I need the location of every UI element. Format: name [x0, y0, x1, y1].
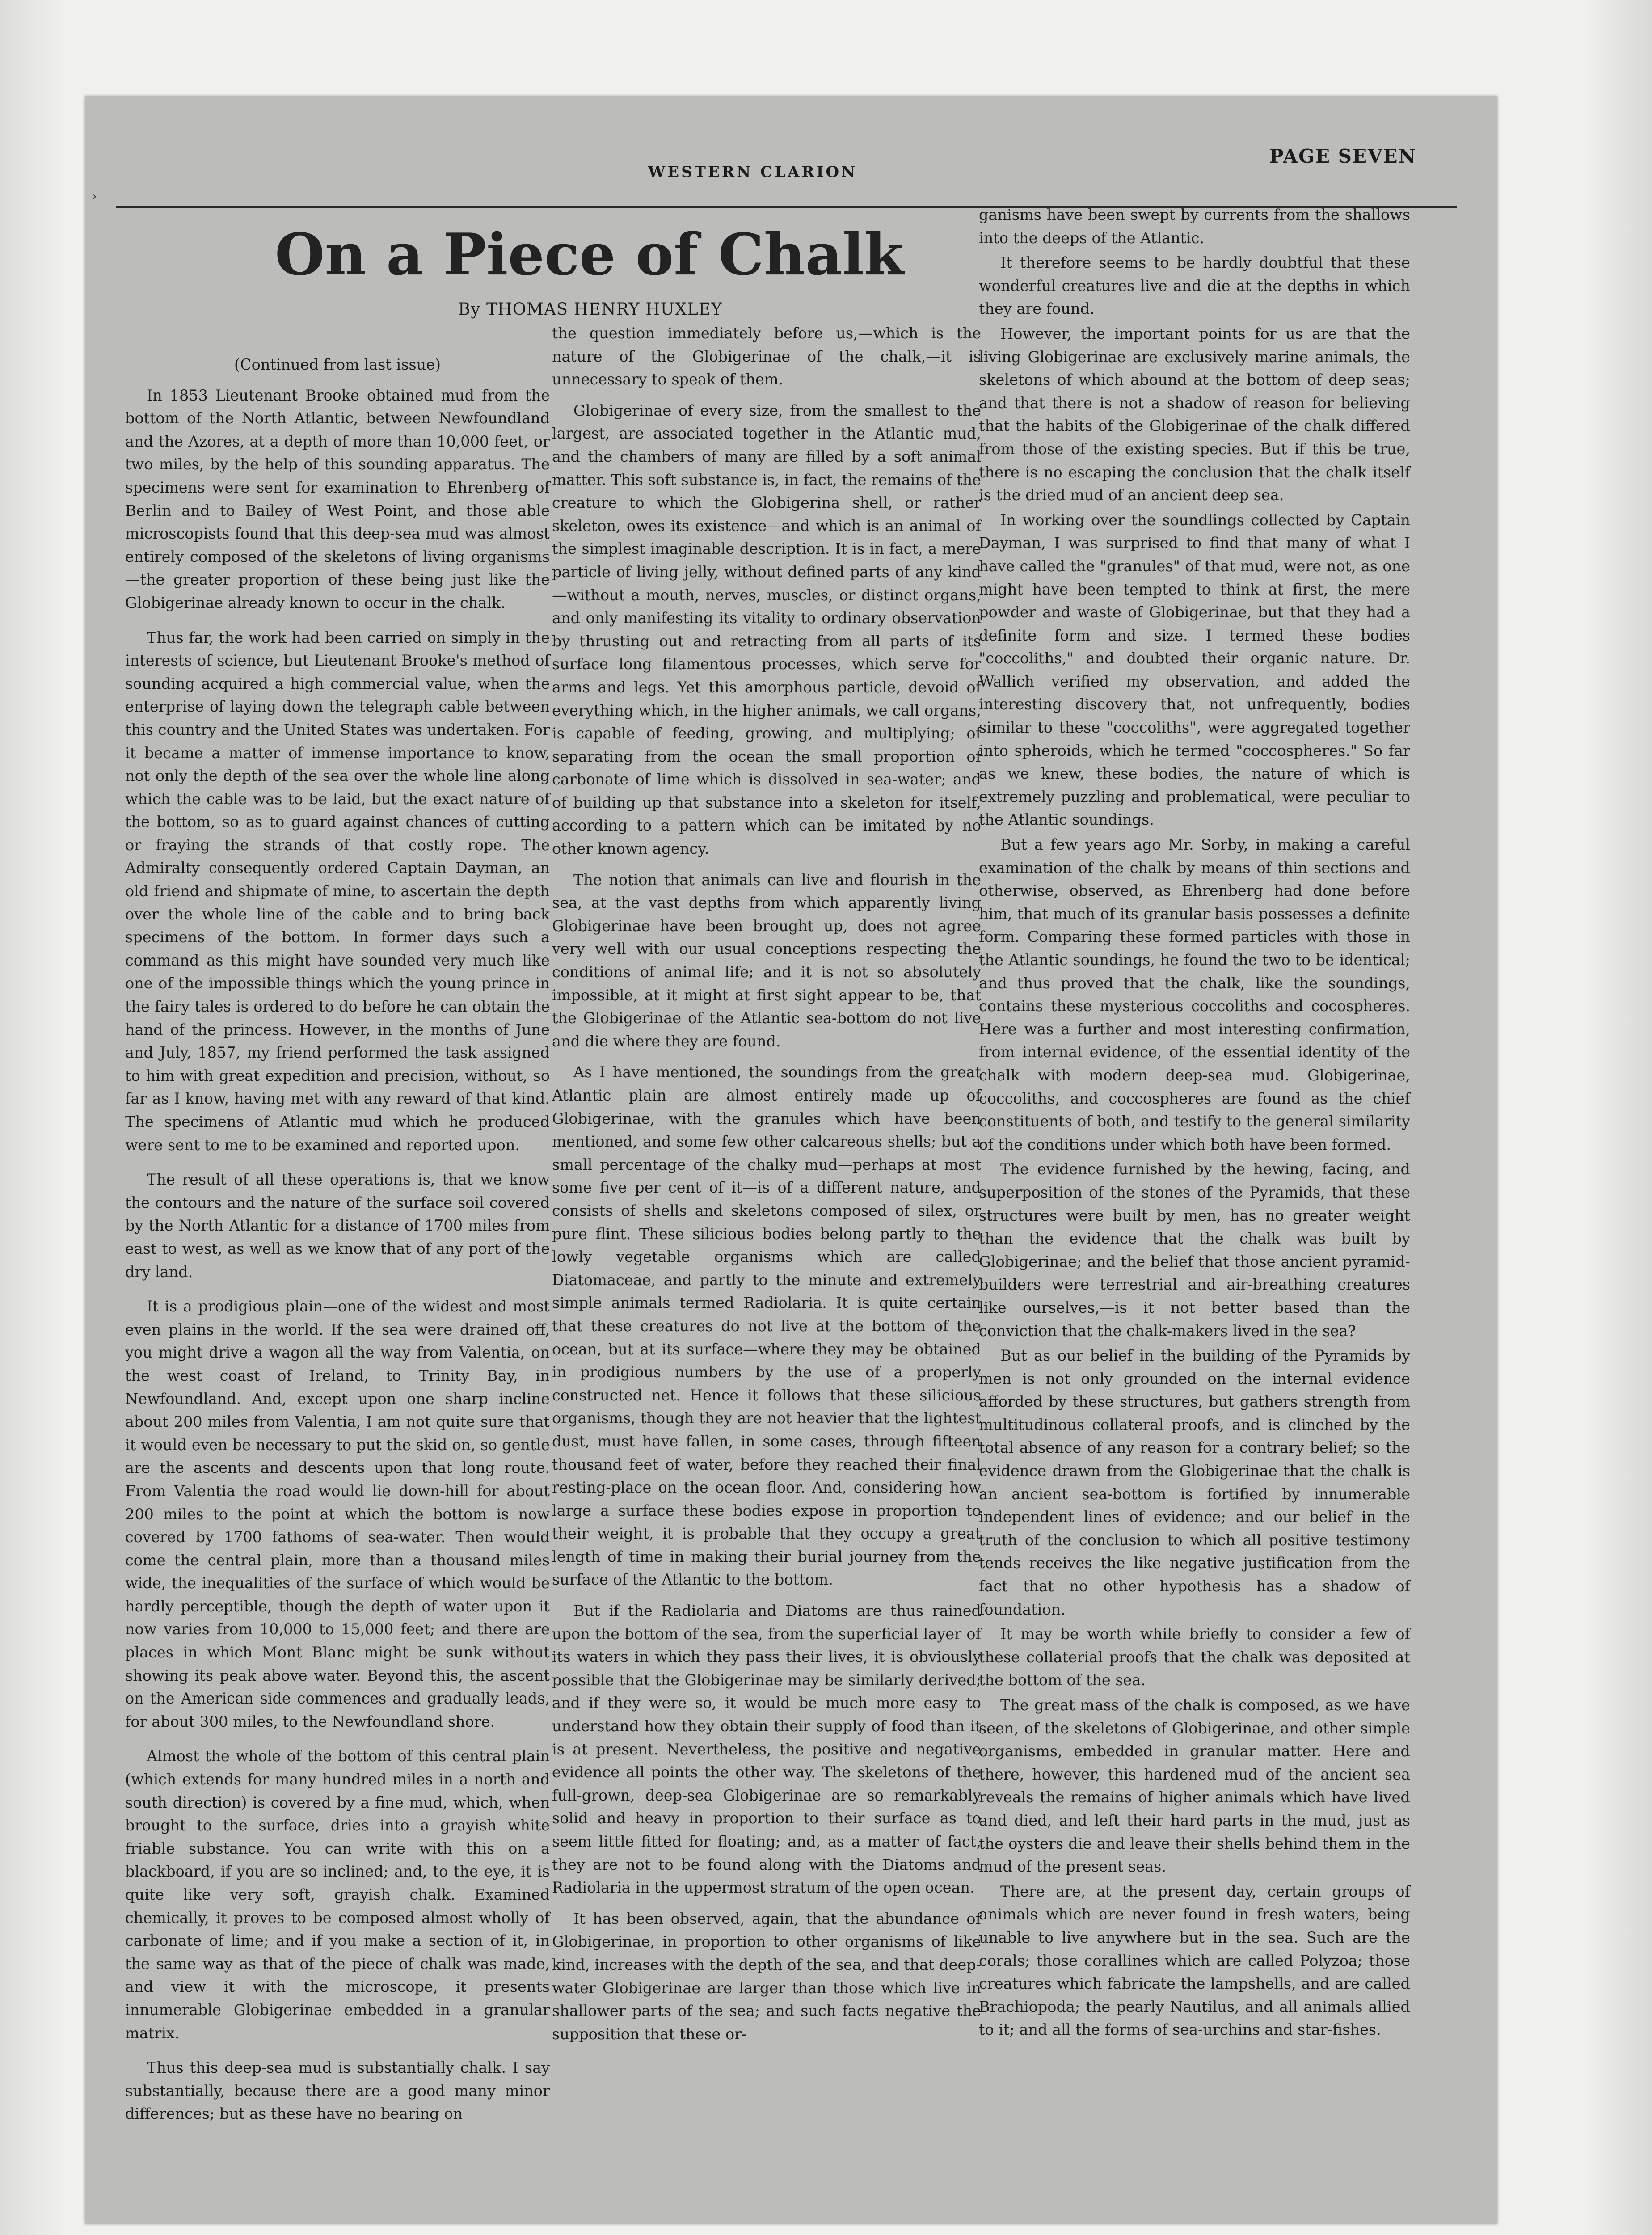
continued-note: (Continued from last issue) — [234, 356, 441, 373]
paragraph: It may be worth while briefly to consider a few of these collaterial proofs that the chalk was deposited at the bottom of the sea. — [979, 1625, 1410, 1689]
paragraph: In 1853 Lieutenant Brooke obtained mud from the bottom of the North Atlantic, between Newfoundland and the Azores, at a depth of more than 10,000 feet, or two miles, by the help of this sounding apparatus. The specimens were sent for examination to Ehrenberg of Berlin and to Bailey of West Point, and those able microscopists found that this deep-sea mud was almost entirely composed of the skeletons of living organisms—the greater proportion of these being just like the Globigerinae already known to occur in the chalk. — [125, 386, 550, 611]
paragraph: It therefore seems to be hardly doubtful that these wonderful creatures live and die at the depths in which they are found. — [979, 254, 1410, 318]
article-column-1 — [125, 353, 550, 2137]
paragraph: However, the important points for us are that the living Globigerinae are exclusively marine animals, the skeletons of which abound at the bottom of deep seas; and that there is not a shadow of reason for believing that the habits of the Globigerinae of the chalk differed from those of the existing species. But if this be true, there is no escaping the conclusion that the chalk itself is the dried mud of an ancient deep sea. — [979, 325, 1410, 504]
publication-name: WESTERN CLARION — [648, 163, 858, 181]
paragraph: The evidence furnished by the hewing, facing, and superposition of the stones of the Pyramids, that these structures were built by men, has no greater weight than the evidence that the chalk was built by Globigerinae; and the belief that those ancient pyramid-builders were terrestrial and air-breathing creatures like ourselves,—is it not better based than the conviction that the chalk-makers lived in the sea? — [979, 1160, 1410, 1340]
paragraph: Thus this deep-sea mud is substantially chalk. I say substantially, because there are a good many minor differences; but as these have no bearing on — [125, 2059, 550, 2123]
paragraph: Almost the whole of the bottom of this central plain (which extends for many hundred miles in a north and south direction) is covered by a fine mud, which, when brought to the surface, dries into a grayish white friable substance. You can write with this on a blackboard, if you are so inclined; and, to the eye, it is quite like very soft, grayish chalk. Examined chemically, it proves to be composed almost wholly of carbonate of lime; and if you make a section of it, in the same way as that of the piece of chalk was made, and view it with the microscope, it presents innumerable Globigerinae embedded in a granular matrix. — [125, 1747, 550, 2042]
article-byline: By THOMAS HENRY HUXLEY — [458, 299, 723, 319]
paragraph: ganisms have been swept by currents from the shallows into the deeps of the Atlantic. — [979, 206, 1410, 247]
paragraph: But a few years ago Mr. Sorby, in making a careful examination of the chalk by means of thin sections and otherwise, observed, as Ehrenberg had done before him, that much of its granular basis possesses a definite form. Comparing these formed particles with those in the Atlantic soundings, he found the two to be identical; and thus proved that the chalk, like the soundings, contains these mysterious coccoliths and cocospheres. Here was a further and most interesting confirmation, from internal evidence, of the essential identity of the chalk with modern deep-sea mud. Globigerinae, coccoliths, and coccospheres are found as the chief constituents of both, and testify to the general similarity of the conditions under which both have been formed. — [979, 836, 1410, 1153]
paragraph: Thus far, the work had been carried on simply in the interests of science, but Lieutenant Brooke's method of sounding acquired a high commercial value, when the enterprise of laying down the telegraph cable between this country and the United States was undertaken. For it became a matter of immense importance to know, not only the depth of the sea over the whole line along which the cable was to be laid, but the exact nature of the bottom, so as to guard against chances of cutting or fraying the strands of that costly rope. The Admiralty consequently ordered Captain Dayman, an old friend and shipmate of mine, to ascertain the depth over the whole line of the cable and to bring back specimens of the bottom. In former days such a command as this might have sounded very much like one of the impossible things which the young prince in the fairy tales is ordered to do before he can obtain the hand of the princess. However, in the months of June and July, 1857, my friend performed the task assigned to him with great expedition and precision, without, so far as I know, having met with any reward of that kind. The specimens of Atlantic mud which he produced were sent to me to be examined and reported upon. — [125, 628, 550, 1154]
paragraph: the question immediately before us,—which is the nature of the Globigerinae of the chalk,—it is unnecessary to speak of them. — [552, 325, 981, 388]
paragraph: Globigerinae of every size, from the smallest to the largest, are associated together in the Atlantic mud, and the chambers of many are filled by a soft animal matter. This soft substance is, in fact, the remains of the creature to which the Globigerina shell, or rather skeleton, owes its existence—and which is an animal of the simplest imaginable description. It is in fact, a mere particle of living jelly, without defined parts of any kind—without a mouth, nerves, muscles, or distinct organs, and only manifesting its vitality to ordinary observation by thrusting out and retracting from all parts of its surface long filamentous processes, which serve for arms and legs. Yet this amorphous particle, devoid of everything which, in the higher animals, we call organs, is capable of feeding, growing, and multiplying; of separating from the ocean the small proportion of carbonate of lime which is dissolved in sea-water; and of building up that substance into a skeleton for itself, according to a pattern which can be imitated by no other known agency. — [552, 401, 981, 858]
paragraph: The result of all these operations is, that we know the contours and the nature of the surface soil covered by the North Atlantic for a distance of 1700 miles from east to west, as well as we know that of any port of the dry land. — [125, 1171, 550, 1281]
newspaper-page — [85, 96, 1497, 2224]
paragraph: The notion that animals can live and flourish in the sea, at the vast depths from which apparently living Globigerinae have been brought up, does not agree very well with our usual conceptions respecting the conditions of animal life; and it is not so absolutely impossible, at it might at first sight appear to be, that the Globigerinae of the Atlantic sea-bottom do not live and die where they are found. — [552, 871, 981, 1050]
paragraph: But as our belief in the building of the Pyramids by men is not only grounded on the internal evidence afforded by these structures, but gathers strength from multitudinous collateral proofs, and is clinched by the total absence of any reason for a contrary belief; so the evidence drawn from the Globigerinae that the chalk is an ancient sea-bottom is fortified by innumerable independent lines of evidence; and our belief in the truth of the conclusion to which all positive testimony tends receives the like negative justification from the fact that no other hypothesis has a shadow of foundation. — [979, 1347, 1410, 1618]
article-column-3 — [979, 203, 1410, 2043]
article-column-2 — [552, 322, 981, 2054]
paragraph: As I have mentioned, the soundings from the great Atlantic plain are almost entirely made up of Globigerinae, with the granules which have been mentioned, and some few other calcareous shells; but a small percentage of the chalky mud—perhaps at most some five per cent of it—is of a different nature, and consists of shells and skeletons composed of silex, or pure flint. These silicious bodies belong partly to the lowly vegetable organisms which are called Diatomaceae, and partly to the minute and extremely simple animals termed Radiolaria. It is quite certain that these creatures do not live at the bottom of the ocean, but at its surface—where they may be obtained in prodigious numbers by the use of a properly constructed net. Hence it follows that these silicious organisms, though they are not heavier that the lightest dust, must have fallen, in some cases, through fifteen thousand feet of water, before they reached their final resting-place on the ocean floor. And, considering how large a surface these bodies expose in proportion to their weight, it is probable that they occupy a great length of time in making their burial journey from the surface of the Atlantic to the bottom. — [552, 1063, 981, 1589]
margin-mark: › — [92, 190, 97, 203]
paragraph: But if the Radiolaria and Diatoms are thus rained upon the bottom of the sea, from the superficial layer of its waters in which they pass their lives, it is obviously possible that the Globigerinae may be similarly derived; and if they were so, it would be much more easy to understand how they obtain their supply of food than it is at present. Nevertheless, the positive and negative evidence all points the other way. The skeletons of the full-grown, deep-sea Globigerinae are so remarkably solid and heavy in proportion to their surface as to seem little fitted for floating; and, as a matter of fact, they are not to be found along with the Diatoms and Radiolaria in the uppermost stratum of the open ocean. — [552, 1602, 981, 1897]
page-label: PAGE SEVEN — [1269, 145, 1416, 167]
article-title: On a Piece of Chalk — [275, 221, 904, 288]
paragraph: It is a prodigious plain—one of the widest and most even plains in the world. If the sea were drained off, you might drive a wagon all the way from Valentia, on the west coast of Ireland, to Trinity Bay, in Newfoundland. And, except upon one sharp incline about 200 miles from Valentia, I am not quite sure that it would even be necessary to put the skid on, so gentle are the ascents and descents upon that long route. From Valentia the road would lie down-hill for about 200 miles to the point at which the bottom is now covered by 1700 fathoms of sea-water. Then would come the central plain, more than a thousand miles wide, the inequalities of the surface of which would be hardly perceptible, though the depth of water upon it now varies from 10,000 to 15,000 feet; and there are places in which Mont Blanc might be sunk without showing its peak above water. Beyond this, the ascent on the American side commences and gradually leads, for about 300 miles, to the Newfoundland shore. — [125, 1298, 550, 1730]
paragraph: In working over the soundlings collected by Captain Dayman, I was surprised to find that many of what I have called the "granules" of that mud, were not, as one might have been tempted to think at first, the mere powder and waste of Globigerinae, but that they had a definite form and size. I termed these bodies "coccoliths," and doubted their organic nature. Dr. Wallich verified my observation, and added the interesting discovery that, not unfrequently, bodies similar to these "coccoliths", were aggregated together into spheroids, which he termed "coccospheres." So far as we knew, these bodies, the nature of which is extremely puzzling and problematical, were peculiar to the Atlantic soundings. — [979, 511, 1410, 829]
paragraph: It has been observed, again, that the abundance of Globigerinae, in proportion to other organisms of like kind, increases with the depth of the sea, and that deep-water Globigerinae are larger than those which live in shallower parts of the sea; and such facts negative the supposition that these or- — [552, 1910, 981, 2043]
paragraph: The great mass of the chalk is composed, as we have seen, of the skeletons of Globigerinae, and other simple organisms, embedded in granular matter. Here and there, however, this hardened mud of the ancient sea reveals the remains of higher animals which have lived and died, and left their hard parts in the mud, just as the oysters die and leave their shells behind them in the mud of the present seas. — [979, 1696, 1410, 1876]
paragraph: There are, at the present day, certain groups of animals which are never found in fresh waters, being unable to live anywhere but in the sea. Such are the corals; those corallines which are called Polyzoa; those creatures which fabricate the lampshells, and are called Brachiopoda; the pearly Nautilus, and all animals allied to it; and all the forms of sea-urchins and star-fishes. — [979, 1882, 1410, 2039]
